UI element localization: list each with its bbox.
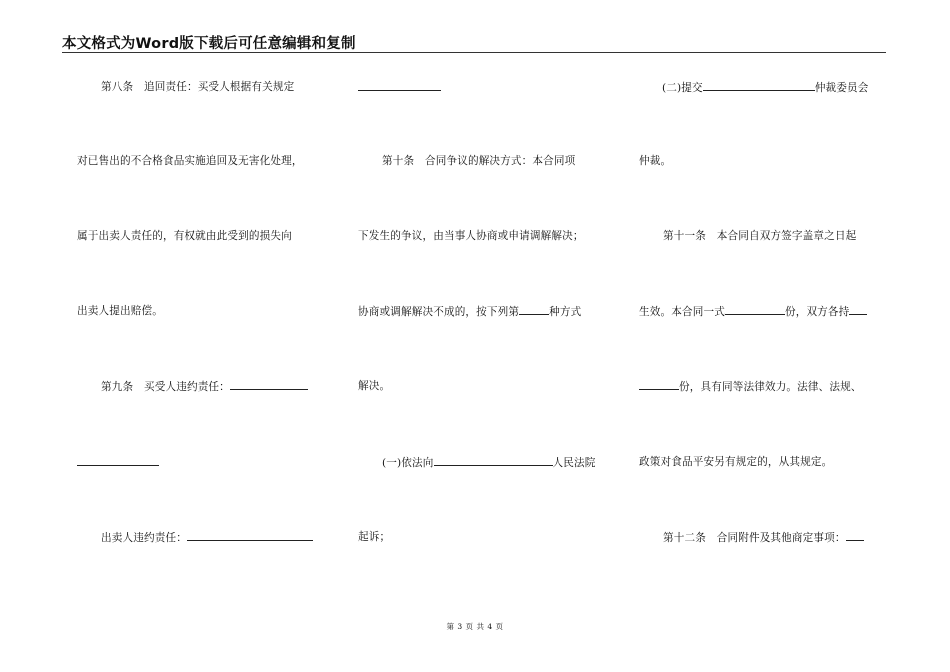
fill-in-blank[interactable] (77, 455, 159, 466)
text-line (358, 80, 441, 95)
text-line: 对已售出的不合格食品实施追回及无害化处理， (77, 155, 303, 167)
text-line: 第十条 合同争议的解决方式：本合同项 (382, 155, 576, 167)
text-line: 下发生的争议，由当事人协商或申请调解解决； (358, 230, 584, 242)
fill-in-blank[interactable] (846, 530, 864, 541)
fill-in-blank[interactable] (849, 304, 867, 315)
text-line: 出卖人违约责任： (101, 530, 313, 545)
text-line: 第八条 追回责任：买受人根据有关规定 (101, 81, 295, 93)
text-line: 生效。本合同一式 份，双方各持 (639, 304, 867, 319)
fill-in-blank[interactable] (358, 80, 441, 91)
text-line: 第九条 买受人违约责任： (101, 379, 308, 394)
text-line (77, 455, 159, 470)
text-line: 第十一条 本合同自双方签字盖章之日起 (663, 230, 857, 242)
text-line: 属于出卖人责任的，有权就由此受到的损失向 (77, 230, 292, 242)
fill-in-blank[interactable] (187, 530, 313, 541)
text-line: 仲裁。 (639, 155, 672, 167)
text-line: (一)依法向 人民法院 (382, 457, 596, 469)
fill-in-blank[interactable] (519, 304, 549, 315)
text-line: 出卖人提出赔偿。 (77, 305, 163, 317)
fill-in-blank[interactable] (703, 80, 815, 91)
fill-in-blank[interactable] (639, 379, 679, 390)
text-line: 第十二条 合同附件及其他商定事项： (663, 530, 864, 545)
text-line: 份，具有同等法律效力。法律、法规、 (639, 379, 862, 394)
text-line: 起诉； (358, 531, 391, 543)
header-divider (62, 52, 886, 53)
page-number: 第 3 页 共 4 页 (446, 622, 504, 631)
fill-in-blank[interactable] (434, 455, 553, 466)
text-line: 解决。 (358, 380, 391, 392)
text-line: 协商或调解解决不成的，按下列第 种方式 (358, 306, 582, 318)
text-line: (二)提交 仲裁委员会 (662, 82, 869, 94)
fill-in-blank[interactable] (230, 379, 308, 390)
text-line: 政策对食品平安另有规定的，从其规定。 (639, 456, 833, 468)
document-header: 本文格式为Word版下载后可任意编辑和复制 (62, 36, 356, 52)
fill-in-blank[interactable] (725, 304, 785, 315)
